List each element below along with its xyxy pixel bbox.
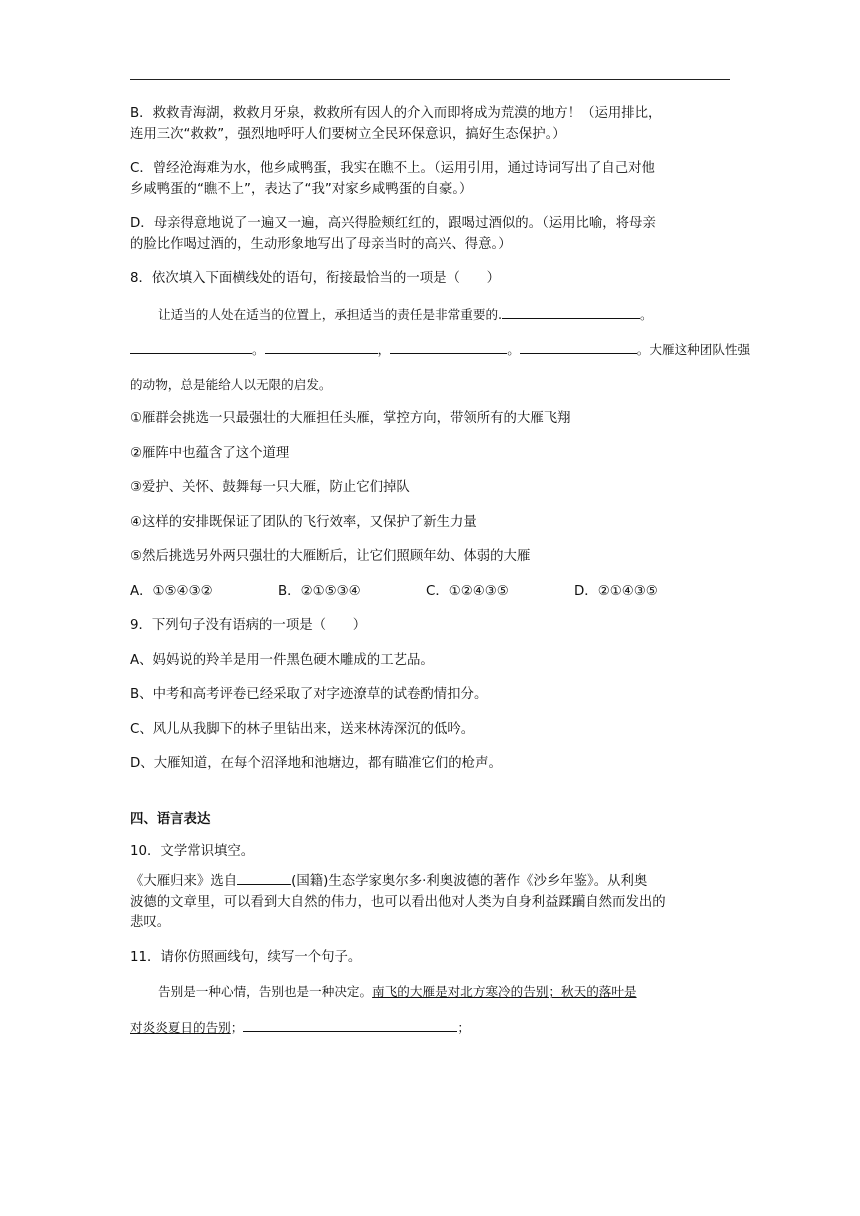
q7-option-c-line1: C．曾经沧海难为水，他乡咸鸭蛋，我实在瞧不上。（运用引用，通过诗词写出了自己对他 [130,161,655,176]
q8-passage-end2: 。大雁这种团队性强 [636,342,751,357]
q7-option-b-line2: 连用三次“救救”，强烈地呼吁人们要树立全民环保意识，搞好生态保护。） [130,126,566,142]
q8-blank-4[interactable] [390,339,507,354]
q9-option-a[interactable]: A、妈妈说的羚羊是用一件黑色硬木雕成的工艺品。 [130,652,434,668]
q8-passage-text1: 让适当的人处在适当的位置上，承担适当的责任是非常重要的. [158,306,503,322]
q8-item-2: ②雁阵中也蕴含了这个道理 [130,445,290,461]
q9-option-b[interactable]: B、中考和高考评卷已经采取了对字迹潦草的试卷酌情扣分。 [130,687,488,702]
q8-passage-end1: 。 [640,306,653,322]
q10-line3: 悲叹。 [130,915,171,930]
q11-sep: ； [230,1019,244,1035]
q8-sep-c: 。 [507,342,520,357]
q11-line2 [130,1017,730,1038]
document-content [130,104,751,1052]
q8-passage-line1 [130,304,730,325]
q10-line1 [130,870,730,892]
header-rule [130,79,730,80]
q8-sep-b: ， [377,342,391,357]
q10-blank[interactable] [237,870,291,885]
q10-text-a: 《大雁归来》选自 [130,874,238,889]
q9-option-d[interactable]: D、大雁知道，在每个沼泽地和池塘边，都有瞄准它们的枪声。 [130,756,502,771]
q11-title: 11．请你仿照画线句，续写一个句子。 [130,949,362,965]
q11-text-a: 告别是一种心情，告别也是一种决定。 [158,984,373,999]
q8-blank-1[interactable] [502,304,640,319]
q11-underlined-1: 南飞的大雁是对北方寒冷的告别；秋天的落叶是 [372,984,637,999]
q8-item-1: ①雁群会挑选一只最强壮的大雁担任头雁，掌控方向，带领所有的大雁飞翔 [130,411,571,426]
q8-option-b[interactable]: B．②①⑤③④ [278,583,361,599]
q8-option-a[interactable]: A．①⑤④③② [130,583,213,599]
q9-option-c[interactable]: C、风儿从我脚下的林子里钻出来，送来林涛深沉的低吟。 [130,721,475,737]
q8-blank-2[interactable] [130,339,252,354]
q11-end: ； [457,1019,470,1035]
q7-option-c-line2: 乡咸鸭蛋的“瞧不上”，表达了“我”对家乡咸鸭蛋的自豪。） [130,181,473,197]
q11-underlined-2: 对炎炎夏日的告别 [130,1019,231,1035]
q9-title: 9．下列句子没有语病的一项是（ ） [130,618,367,633]
q11-line1 [130,982,730,1002]
q8-blank-3[interactable] [265,339,378,354]
q8-options [130,582,730,602]
q8-item-3: ③爱护、关怀、鼓舞每一只大雁，防止它们掉队 [130,480,410,495]
q8-option-c[interactable]: C．①②④③⑤ [426,583,509,599]
q8-item-5: ⑤然后挑选另外两只强壮的大雁断后，让它们照顾年幼、体弱的大雁 [130,549,531,564]
q8-sep-a: 。 [252,342,265,357]
q8-passage-line2 [130,339,751,360]
q10-title: 10．文学常识填空。 [130,844,255,859]
q7-option-d-line1: D．母亲得意地说了一遍又一遍，高兴得脸颊红红的，跟喝过酒似的。（运用比喻，将母亲 [130,216,656,231]
q8-passage-line3: 的动物，总是能给人以无限的启发。 [130,376,332,392]
q7-option-b-line1: B．救救青海湖，救救月牙泉，救救所有因人的介入而即将成为荒漠的地方！（运用排比， [130,106,662,121]
q11-answer-blank[interactable] [243,1017,457,1032]
q7-option-d-line2: 的脸比作喝过酒的，生动形象地写出了母亲当时的高兴、得意。） [130,236,512,252]
q10-line2: 波德的文章里，可以看到大自然的伟力，也可以看出他对人类为自身利益蹂躏自然而发出的 [130,894,666,910]
q8-option-d[interactable]: D．②①④③⑤ [574,583,658,599]
q8-item-4: ④这样的安排既保证了团队的飞行效率，又保护了新生力量 [130,514,477,530]
section-heading: 四、语言表达 [130,812,211,827]
q8-blank-5[interactable] [520,339,637,354]
q8-title: 8．依次填入下面横线处的语句，衔接最恰当的一项是（ ） [130,271,501,286]
q10-text-b: (国籍)生态学家奥尔多·利奥波德的著作《沙乡年鉴》。从利奥 [291,874,648,889]
